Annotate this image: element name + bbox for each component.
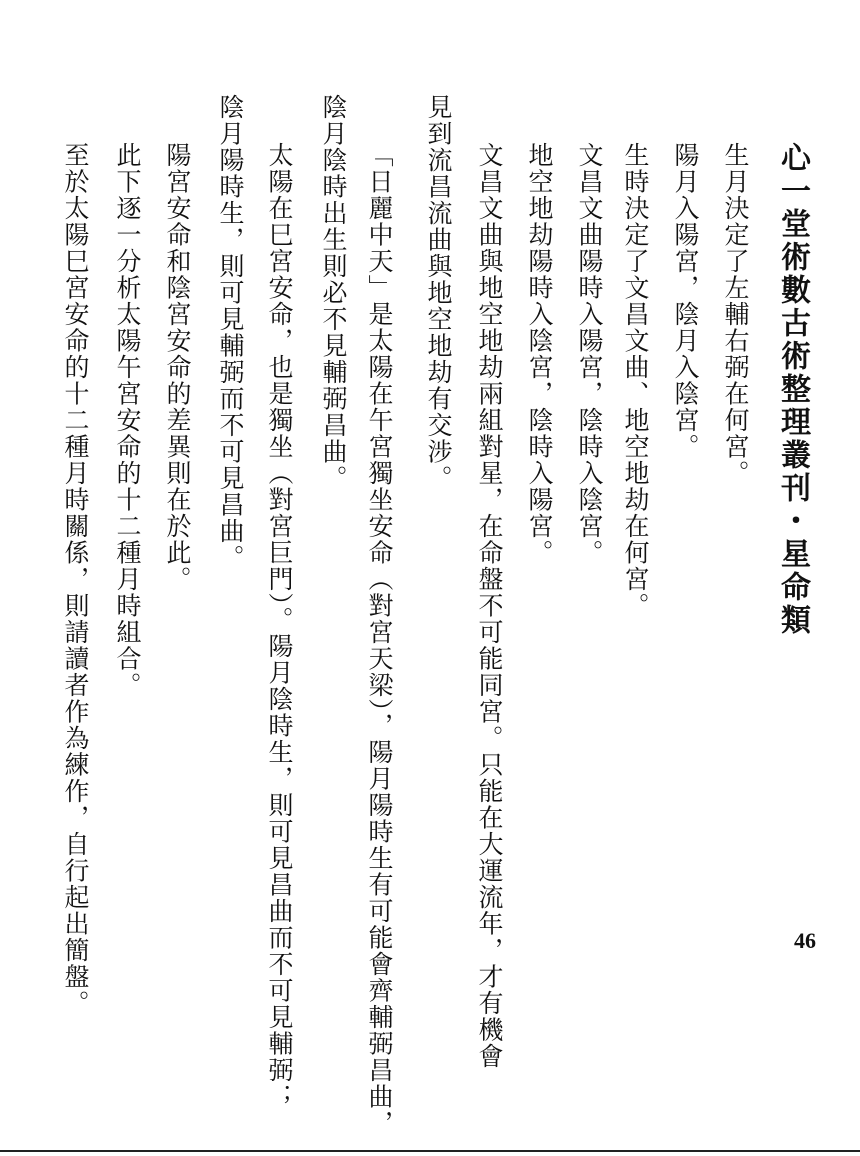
text-column-8: 「日麗中天」是太陽在午宮獨坐安命（對宮天梁），陽月陽時生有可能會齊輔弼昌曲， [365,142,394,1137]
text-column-7: 見到流昌流曲與地空地劫有交涉。 [424,94,453,492]
text-column-10: 太陽在巳宮安命，也是獨坐（對宮巨門）。陽月陰時生，則可見昌曲而不可見輔弼； [265,142,294,1110]
bottom-rule [0,1150,860,1152]
text-column-13: 此下逐一分析太陽午宮安命的十二種月時組合。 [113,142,142,699]
text-column-9: 陰月陰時出生則必不見輔弼昌曲。 [319,94,348,492]
text-column-6: 文昌文曲與地空地劫兩組對星，在命盤不可能同宮。只能在大運流年，才有機會 [475,142,504,1070]
text-column-5: 地空地劫陽時入陰宮，陰時入陽宮。 [525,142,554,566]
page-number: 46 [794,928,816,953]
text-column-14: 至於太陽巳宮安命的十二種月時關係，則請讀者作為練作，自行起出簡盤。 [61,142,90,1017]
text-column-1: 生月決定了左輔右弼在何宮。 [721,142,750,487]
text-column-3: 生時決定了文昌文曲、地空地劫在何宮。 [621,142,650,619]
series-title: 心一堂術數古術整理叢刊・星命類 [775,142,810,637]
text-column-11: 陰月陽時生，則可見輔弼而不可見昌曲。 [216,94,245,571]
text-column-4: 文昌文曲陽時入陽宮，陰時入陰宮。 [575,142,604,566]
text-column-2: 陽月入陽宮，陰月入陰宮。 [671,142,700,460]
text-column-12: 陽宮安命和陰宮安命的差異則在於此。 [163,142,192,593]
